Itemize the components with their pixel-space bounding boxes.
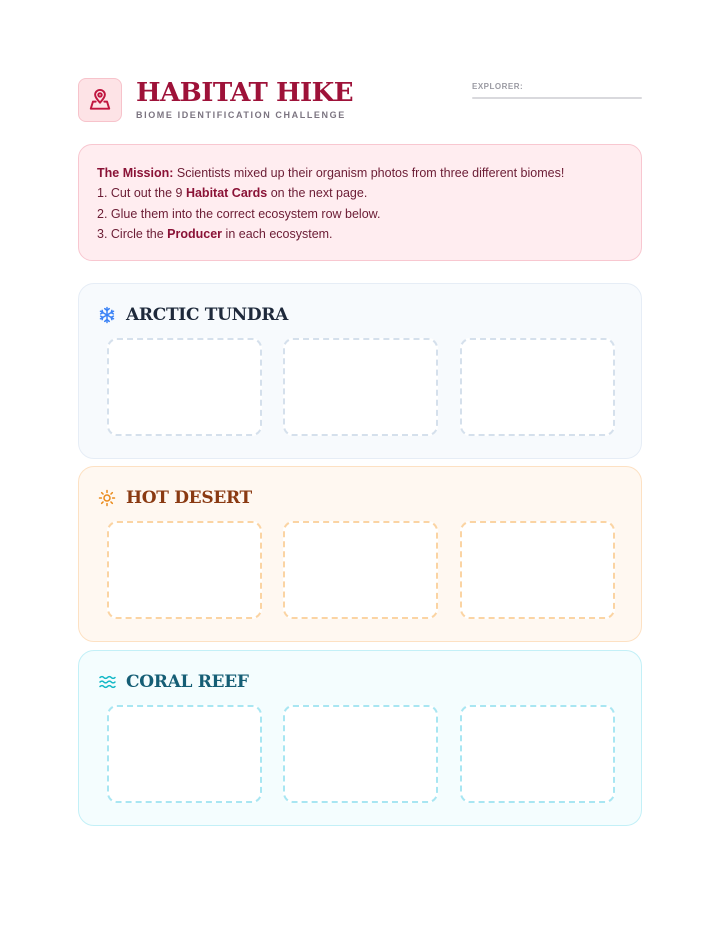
page-title: HABITAT HIKE	[136, 78, 354, 108]
mission-intro	[97, 163, 623, 183]
card-drop-slot[interactable]	[107, 521, 262, 619]
mission-step-3	[97, 224, 623, 244]
mission-box	[78, 144, 642, 261]
page-subtitle: BIOME IDENTIFICATION CHALLENGE	[136, 110, 346, 120]
biome-header	[97, 302, 288, 328]
biome-row-hot-desert	[78, 466, 642, 642]
step-1-text: 1. Cut out the 9	[97, 186, 186, 201]
card-drop-slot[interactable]	[107, 705, 262, 803]
card-slots	[107, 338, 615, 436]
mission-step-2: 2. Glue them into the correct ecosystem row below.	[97, 206, 381, 221]
biome-header	[97, 485, 252, 511]
card-drop-slot[interactable]	[460, 705, 615, 803]
card-drop-slot[interactable]	[283, 338, 438, 436]
step-3-bold: Producer	[167, 226, 223, 241]
waves-icon	[97, 672, 117, 692]
biome-title: CORAL REEF	[126, 672, 249, 692]
card-drop-slot[interactable]	[283, 705, 438, 803]
biome-title: ARCTIC TUNDRA	[126, 305, 289, 325]
card-slots	[107, 521, 615, 619]
worksheet-header	[78, 78, 642, 126]
explorer-field[interactable]	[472, 82, 642, 99]
map-pin-icon	[87, 87, 113, 113]
biome-row-arctic-tundra	[78, 283, 642, 459]
step-1-text-end: on the next page.	[267, 186, 368, 201]
mission-intro-text: Scientists mixed up their organism photos from three different biomes!	[173, 166, 565, 180]
mission-label: The Mission:	[97, 166, 174, 180]
step-3-text: 3. Circle the	[97, 226, 168, 241]
snowflake-icon	[97, 305, 117, 325]
explorer-label: EXPLORER:	[472, 82, 524, 91]
card-drop-slot[interactable]	[283, 521, 438, 619]
step-1-bold: Habitat Cards	[185, 186, 268, 201]
logo-badge	[78, 78, 122, 122]
mission-step-1	[97, 183, 623, 203]
sun-icon	[97, 488, 117, 508]
explorer-name-line[interactable]	[472, 97, 642, 99]
card-drop-slot[interactable]	[460, 338, 615, 436]
biome-header	[97, 669, 249, 695]
step-3-text-end: in each ecosystem.	[222, 226, 333, 241]
card-drop-slot[interactable]	[107, 338, 262, 436]
biome-row-coral-reef	[78, 650, 642, 826]
biome-title: HOT DESERT	[126, 488, 252, 508]
card-slots	[107, 705, 615, 803]
card-drop-slot[interactable]	[460, 521, 615, 619]
